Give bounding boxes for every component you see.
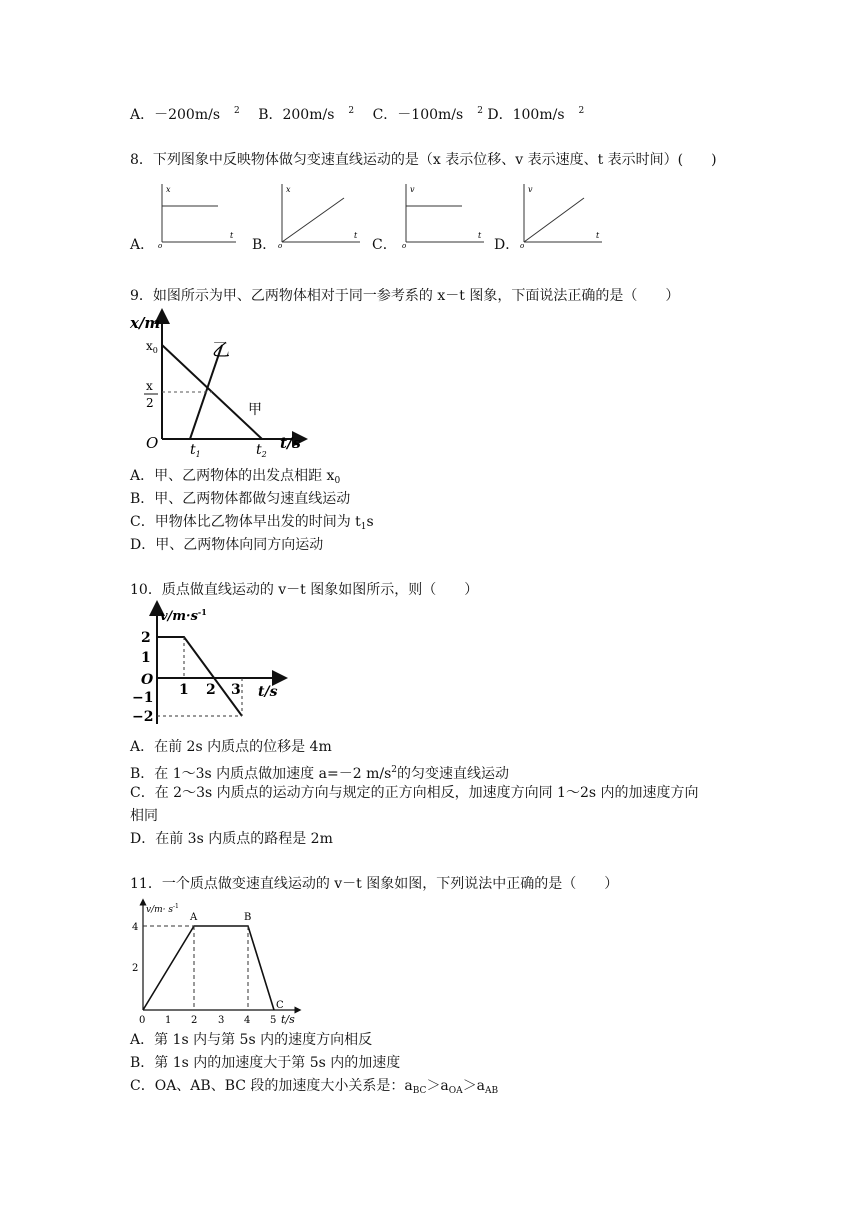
q9-label-yi: 乙 [212, 340, 230, 361]
q10-ytick-neg1: −1 [132, 690, 154, 706]
q9-stem: 9．如图所示为甲、乙两物体相对于同一参考系的 x－t 图象，下面说法正确的是（ ） [130, 288, 680, 304]
q10-xtick-1: 1 [179, 682, 189, 698]
q10-option-c: C．在 2～3s 内质点的运动方向与规定的正方向相反，加速度方向同 1～2s 内的加速度方向 [130, 785, 699, 801]
q7-option-d: D．100m/s $^2$ [487, 106, 585, 123]
q9-x0-label: $x_0$ [146, 339, 158, 355]
q10-stem: 10．质点做直线运动的 v－t 图象如图所示，则（ ） [130, 582, 479, 598]
q10-ytick-neg2: −2 [132, 709, 154, 725]
q8-label-d: D． [494, 237, 520, 253]
q8-d-origin: o [520, 242, 525, 250]
q7-option-a: A．－200m/s $^2$ [130, 106, 240, 123]
q9-t1: $t_1$ [190, 442, 201, 458]
q7-options [130, 104, 598, 124]
q11-point-b: B [244, 912, 252, 923]
q11-xtick-5: 5 [270, 1015, 277, 1026]
q10-option-d: D．在前 3s 内质点的路程是 2m [130, 831, 333, 847]
q7-option-b: B．200m/s $^2$ [258, 106, 355, 123]
q11-ytick-2: 2 [132, 963, 139, 974]
q10-graph [130, 600, 290, 728]
q8-d-xlabel: t [596, 231, 600, 240]
q11-option-c: C．OA、AB、BC 段的加速度大小关系是：$a_{BC}>a_{OA}>a_{AB}$ [130, 1078, 499, 1096]
q9-option-c: C．甲物体比乙物体早出发的时间为 $t_1s$ [130, 514, 374, 532]
q11-point-c: C [276, 1000, 284, 1011]
q11-stem: 11．一个质点做变速直线运动的 v－t 图象如图，下列说法中正确的是（ ） [130, 876, 619, 892]
q8-graph-c [396, 180, 491, 250]
q9-option-b: B．甲、乙两物体都做匀速直线运动 [130, 491, 351, 507]
q9-origin: O [146, 434, 159, 452]
q9-t2: $t_2$ [256, 442, 267, 458]
q10-option-c-cont: 相同 [130, 808, 158, 824]
q9-option-a: A．甲、乙两物体的出发点相距 $x_0$ [130, 468, 341, 486]
q8-label-c: C． [372, 237, 397, 253]
q11-xtick-1: 1 [165, 1015, 172, 1026]
q10-ytick-2: 2 [141, 630, 151, 646]
q8-graph-d [514, 180, 609, 250]
q8-label-a: A． [130, 237, 155, 253]
q8-label-b: B． [252, 237, 277, 253]
q10-option-a: A．在前 2s 内质点的位移是 4m [130, 739, 332, 755]
q10-option-b: B．在 1～3s 内质点做加速度 a=－2 $m/s^2$的匀变速直线运动 [130, 765, 509, 782]
q11-option-b: B．第 1s 内的加速度大于第 5s 内的加速度 [130, 1055, 401, 1071]
q9-half-den: 2 [146, 396, 154, 410]
q10-ylabel: $v/m\cdot s^{-1}$ [160, 607, 207, 624]
q11-xtick-4: 4 [244, 1015, 251, 1026]
q10-ytick-1: 1 [141, 650, 151, 666]
q8-c-ylabel: v [410, 185, 415, 194]
q11-ylabel: $v/m\cdot s^{-1}$ [146, 903, 179, 915]
q11-graph [128, 896, 304, 1030]
q8-stem: 8．下列图象中反映物体做匀变速直线运动的是（x 表示位移、v 表示速度、t 表示时间）( ) [130, 152, 717, 168]
q8-d-ylabel: v [528, 185, 533, 194]
q10-xlabel: t/s [258, 684, 278, 700]
q11-xtick-3: 3 [218, 1015, 225, 1026]
q11-point-a: A [190, 912, 198, 923]
q11-xtick-0: 0 [139, 1015, 146, 1026]
q7-option-c: C．－100m/s $^2$ [372, 106, 483, 123]
q8-graph-b [272, 180, 367, 250]
q10-origin: O [141, 672, 154, 688]
q8-b-origin: o [278, 242, 283, 250]
q11-xlabel: t/s [281, 1013, 295, 1026]
q8-c-xlabel: t [478, 231, 482, 240]
q11-option-a: A．第 1s 内与第 5s 内的速度方向相反 [130, 1032, 373, 1048]
q8-a-origin: o [158, 242, 163, 250]
q8-a-ylabel: x [166, 185, 171, 194]
q9-label-jia: 甲 [248, 402, 262, 418]
q9-half-num: x [146, 379, 153, 393]
q8-c-origin: o [402, 242, 407, 250]
q8-a-xlabel: t [230, 231, 234, 240]
q8-b-xlabel: t [354, 231, 358, 240]
q10-xtick-3: 3 [231, 682, 241, 698]
q10-xtick-2: 2 [206, 682, 216, 698]
q9-graph [128, 308, 318, 458]
q9-xlabel: t/s [280, 434, 301, 452]
q11-xtick-2: 2 [191, 1015, 198, 1026]
q9-ylabel: x/m [130, 314, 161, 332]
q8-graph-a [152, 180, 242, 250]
q8-b-ylabel: x [286, 185, 291, 194]
q9-option-d: D．甲、乙两物体向同方向运动 [130, 537, 324, 553]
q11-ytick-4: 4 [132, 922, 139, 933]
